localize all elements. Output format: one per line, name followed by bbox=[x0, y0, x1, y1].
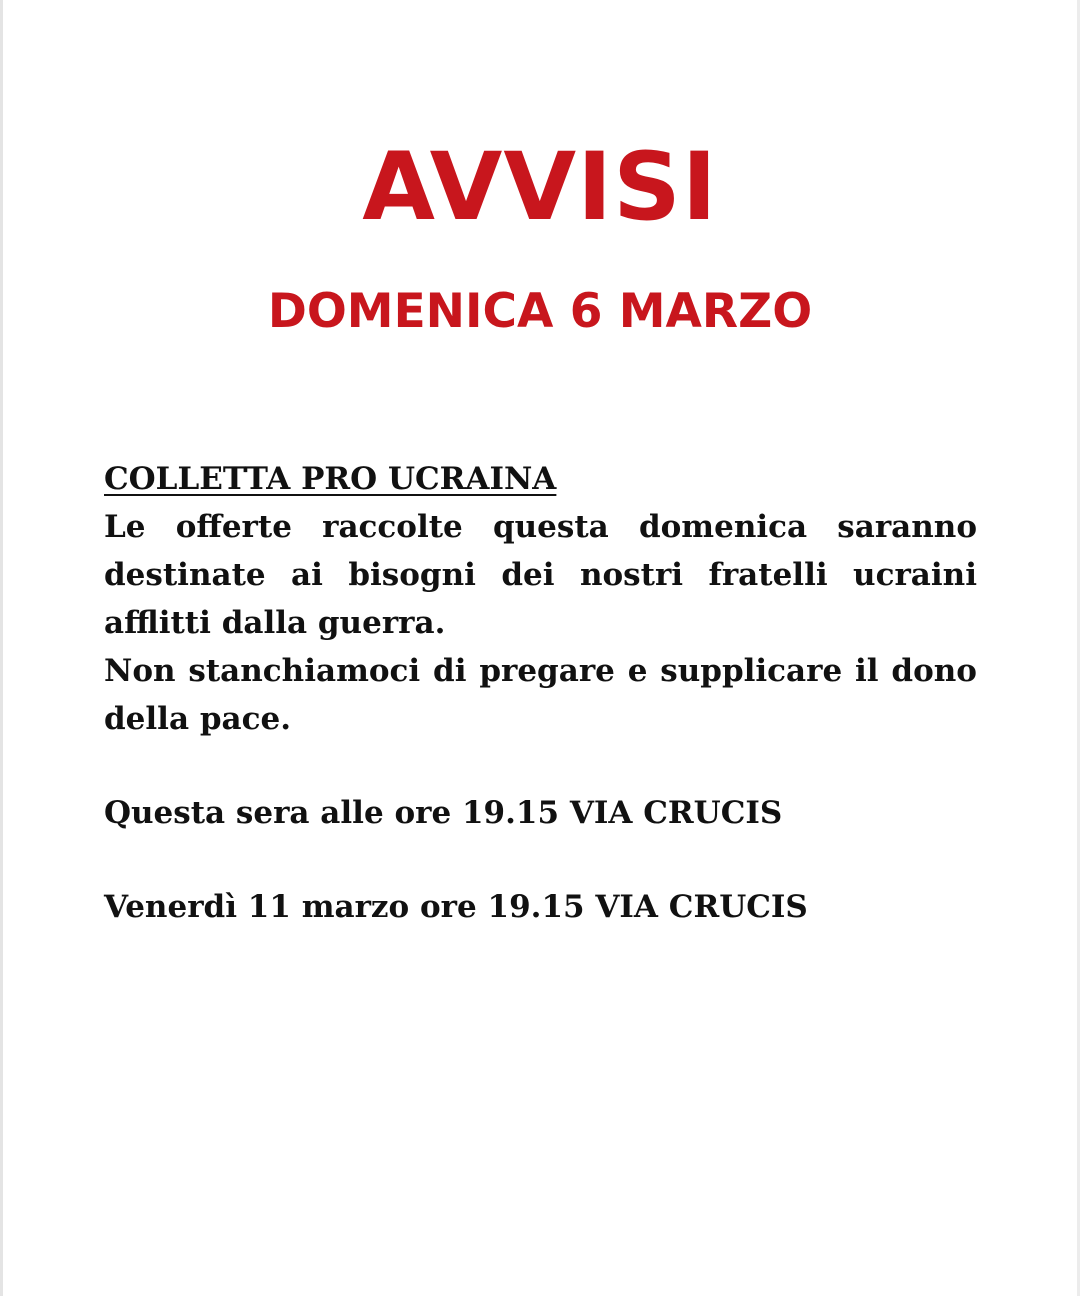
section-heading: COLLETTA PRO UCRAINA bbox=[104, 461, 557, 497]
event-tonight: Questa sera alle ore 19.15 VIA CRUCIS bbox=[104, 795, 783, 831]
notice-date: DOMENICA 6 MARZO bbox=[267, 284, 813, 339]
notice-content bbox=[104, 455, 977, 931]
section-heading-row bbox=[104, 455, 977, 503]
paragraph-offerings: Le offerte raccolte questa domenica saranno destinate ai bisogni dei nostri fratelli ucraini afflitti dalla guerra. bbox=[104, 509, 977, 641]
paragraph-prayer: Non stanchiamoci di pregare e supplicare il dono della pace. bbox=[104, 653, 977, 737]
spacer bbox=[104, 743, 977, 789]
notice-title: AVVISI bbox=[362, 133, 718, 242]
spacer bbox=[104, 837, 977, 883]
event-friday: Venerdì 11 marzo ore 19.15 VIA CRUCIS bbox=[104, 889, 808, 925]
